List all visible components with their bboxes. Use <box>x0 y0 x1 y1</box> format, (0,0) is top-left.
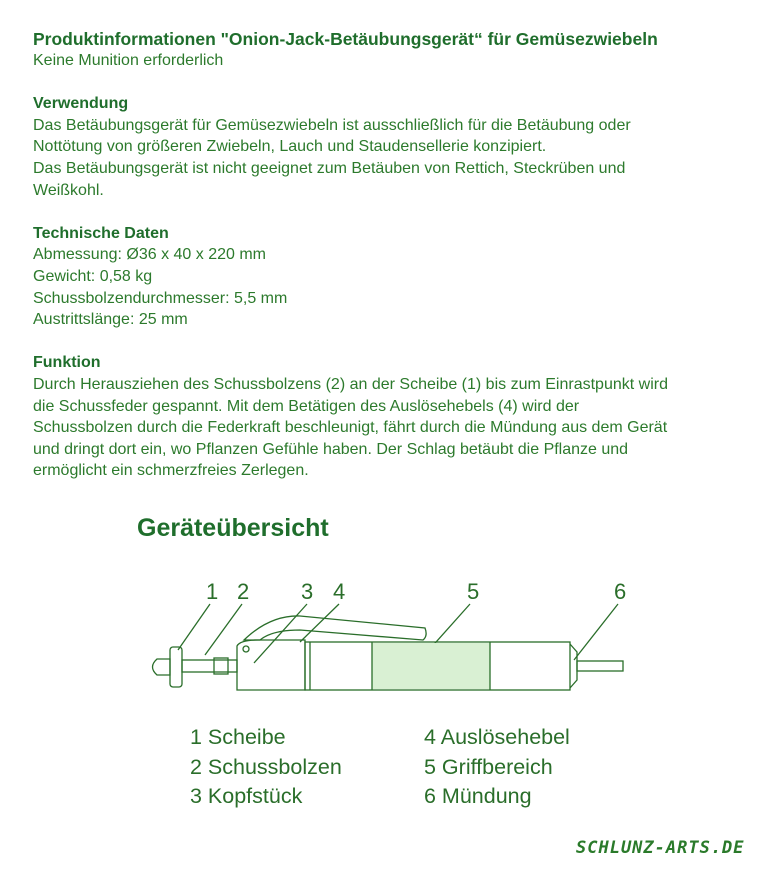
legend-item: 4 Auslösehebel <box>424 725 570 749</box>
leader-line-6 <box>574 604 618 660</box>
callout-6: 6 <box>614 579 627 604</box>
subtitle: Keine Munition erforderlich <box>33 52 224 69</box>
knob-shape <box>153 659 171 675</box>
callout-5: 5 <box>467 579 480 604</box>
legend-item: 3 Kopfstück <box>190 784 303 808</box>
usage-line: Das Betäubungsgerät ist nicht geeignet zum Betäuben von Rettich, Steckrüben und <box>33 159 626 177</box>
technical-line: Gewicht: 0,58 kg <box>33 267 153 285</box>
technical-line: Schussbolzendurchmesser: 5,5 mm <box>33 289 288 307</box>
callout-2: 2 <box>237 579 250 604</box>
usage-line: Nottötung von größeren Zwiebeln, Lauch und Staudensellerie konzipiert. <box>33 138 547 156</box>
usage-line: Das Betäubungsgerät für Gemüsezwiebeln ist ausschließlich für die Betäubung oder <box>33 116 631 134</box>
leader-line-3 <box>254 604 307 663</box>
function-line: Schussbolzen durch die Federkraft beschleunigt, fährt durch die Mündung aus dem Gerät <box>33 419 668 437</box>
callout-1: 1 <box>206 579 219 604</box>
leader-line-4 <box>300 604 339 642</box>
leader-line-1 <box>178 604 210 650</box>
muzzle-pipe-shape <box>577 661 623 671</box>
legend-right <box>424 723 570 812</box>
legend-item: 2 Schussbolzen <box>190 754 342 779</box>
usage-heading: Verwendung <box>33 95 129 113</box>
lever-shape <box>244 616 426 640</box>
disc-shape <box>170 647 182 687</box>
function-line: und dringt dort ein, wo Pflanzen Gefühle haben. Der Schlag betäubt die Pflanze und <box>33 440 629 458</box>
grip-area-shape <box>372 643 490 689</box>
page-title: Produktinformationen "Onion-Jack-Betäubungsgerät“ für Gemüsezwiebeln <box>33 29 658 49</box>
technical-heading: Technische Daten <box>33 224 169 242</box>
head-piece-shape <box>237 640 305 690</box>
legend-item: 1 Scheibe <box>190 725 286 749</box>
function-heading: Funktion <box>33 354 101 372</box>
device-diagram <box>0 560 779 710</box>
function-line: Durch Herausziehen des Schussbolzens (2) an der Scheibe (1) bis zum Einrastpunkt wird <box>33 375 668 393</box>
function-line: ermöglicht ein schmerzfreies Zerlegen. <box>33 462 309 480</box>
legend-left <box>190 723 342 812</box>
muzzle-shape <box>570 644 577 688</box>
overview-title: Geräteübersicht <box>137 514 329 542</box>
technical-line: Austrittslänge: 25 mm <box>33 311 188 329</box>
product-info <box>33 29 763 482</box>
callout-4: 4 <box>333 579 346 604</box>
technical-line: Abmessung: Ø36 x 40 x 220 mm <box>33 246 266 264</box>
pin-shape <box>243 646 249 652</box>
usage-line: Weißkohl. <box>33 181 104 199</box>
function-line: die Schussfeder gespannt. Mit dem Betätigen des Auslösehebels (4) wird der <box>33 397 580 415</box>
callout-3: 3 <box>301 579 314 604</box>
bolt-shape <box>182 660 237 672</box>
legend-item: 5 Griffbereich <box>424 754 553 779</box>
legend-item: 6 Mündung <box>424 784 532 808</box>
brand-logo: SCHLUNZ-ARTS.DE <box>576 838 745 858</box>
